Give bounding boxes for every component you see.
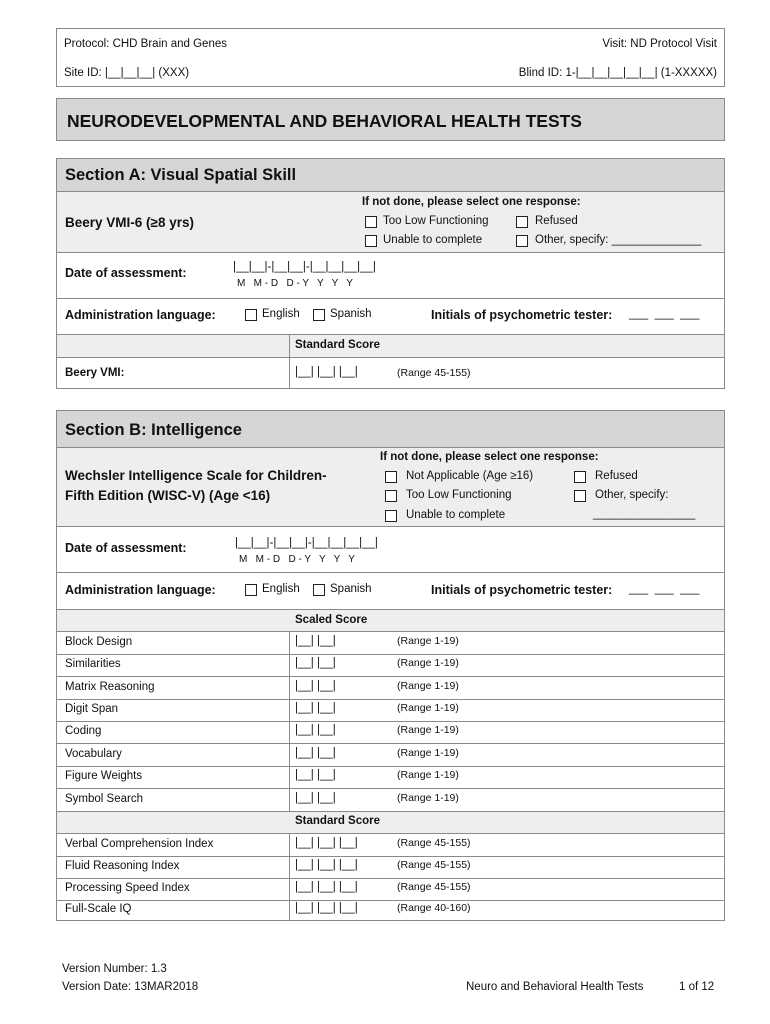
index-name: Fluid Reasoning Index (65, 860, 180, 872)
index-range: (Range 45-155) (397, 881, 471, 893)
unable-label-b: Unable to complete (406, 509, 506, 521)
subtest-score-field[interactable]: |__| |__| (295, 747, 336, 759)
not-done-prompt-b: If not done, please select one response: (380, 451, 599, 463)
refused-label-b: Refused (595, 470, 638, 482)
index-score-row (57, 834, 724, 856)
protocol-header (56, 28, 725, 87)
section-a-heading: Section A: Visual Spatial Skill (65, 166, 297, 184)
index-score-row (57, 878, 724, 900)
index-range: (Range 40-160) (397, 902, 471, 914)
english-checkbox-b[interactable] (245, 584, 257, 596)
beery-test-name: Beery VMI-6 (≥8 yrs) (65, 215, 194, 230)
other-specify-field-b[interactable]: ________________ (593, 508, 696, 520)
subtest-score-field[interactable]: |__| |__| (295, 724, 336, 736)
initials-label-a: Initials of psychometric tester: (431, 308, 613, 322)
index-name: Verbal Comprehension Index (65, 838, 214, 850)
subtest-range: (Range 1-19) (397, 724, 459, 736)
page-title: NEURODEVELOPMENTAL AND BEHAVIORAL HEALTH TESTS (67, 111, 582, 131)
subtest-name: Digit Span (65, 703, 119, 715)
index-name: Full-Scale IQ (65, 903, 132, 915)
subtest-range: (Range 1-19) (397, 702, 459, 714)
lang-label-b: Administration language: (65, 583, 216, 597)
version-date: Version Date: 13MAR2018 (62, 981, 199, 993)
other-label-a[interactable]: Other, specify: ______________ (535, 234, 702, 246)
subtest-name: Block Design (65, 636, 133, 648)
lang-label-a: Administration language: (65, 308, 216, 322)
index-score-field[interactable]: |__| |__| |__| (295, 837, 358, 849)
blind-id-field[interactable]: Blind ID: 1-|__|__|__|__|__| (1-XXXXX) (518, 67, 717, 79)
beery-vmi-range: (Range 45-155) (397, 367, 471, 379)
date-label-b: Date of assessment: (65, 541, 187, 555)
scaled-score-row (57, 677, 724, 699)
unable-checkbox-b[interactable] (385, 510, 397, 522)
refused-checkbox-a[interactable] (516, 216, 528, 228)
refused-checkbox-b[interactable] (574, 471, 586, 483)
subtest-range: (Range 1-19) (397, 657, 459, 669)
subtest-range: (Range 1-19) (397, 792, 459, 804)
spanish-checkbox-a[interactable] (313, 309, 325, 321)
other-checkbox-a[interactable] (516, 235, 528, 247)
beery-vmi-row-label: Beery VMI: (65, 367, 125, 379)
section-b-heading: Section B: Intelligence (65, 421, 242, 439)
version-number: Version Number: 1.3 (62, 963, 167, 975)
index-score-row (57, 856, 724, 878)
unable-label-a: Unable to complete (383, 234, 483, 246)
date-format-a: M M - D D - Y Y Y Y (237, 278, 353, 289)
subtest-name: Matrix Reasoning (65, 681, 155, 693)
not-done-prompt-a: If not done, please select one response: (362, 196, 581, 208)
english-label-a: English (262, 308, 300, 320)
initials-label-b: Initials of psychometric tester: (431, 583, 613, 597)
not-applicable-label-b: Not Applicable (Age ≥16) (406, 470, 534, 482)
page-title-bar (56, 98, 725, 141)
too-low-label-a: Too Low Functioning (383, 215, 489, 227)
scaled-score-row (57, 632, 724, 654)
scaled-score-row (57, 789, 724, 811)
subtest-name: Symbol Search (65, 793, 143, 805)
scaled-score-row (57, 766, 724, 788)
index-score-field[interactable]: |__| |__| |__| (295, 859, 358, 871)
too-low-checkbox-a[interactable] (365, 216, 377, 228)
subtest-score-field[interactable]: |__| |__| (295, 792, 336, 804)
scaled-score-row (57, 699, 724, 721)
standard-score-header-row-a (57, 335, 724, 357)
wisc-test-name-line1: Wechsler Intelligence Scale for Children- (65, 468, 327, 483)
index-score-field[interactable]: |__| |__| |__| (295, 881, 358, 893)
too-low-label-b: Too Low Functioning (406, 489, 512, 501)
protocol-label: Protocol: CHD Brain and Genes (64, 38, 227, 50)
spanish-label-b: Spanish (330, 583, 372, 595)
page-number: 1 of 12 (679, 981, 715, 993)
refused-label-a: Refused (535, 215, 578, 227)
scaled-score-row (57, 654, 724, 676)
scaled-score-row (57, 744, 724, 766)
scaled-score-header-row (57, 610, 724, 631)
standard-score-header-a: Standard Score (295, 339, 380, 351)
subtest-range: (Range 1-19) (397, 635, 459, 647)
site-id-field[interactable]: Site ID: |__|__|__| (XXX) (64, 67, 190, 79)
index-score-row (57, 900, 724, 920)
subtest-range: (Range 1-19) (397, 680, 459, 692)
subtest-range: (Range 1-19) (397, 747, 459, 759)
initials-field-b[interactable]: ___ ___ ___ (629, 583, 700, 595)
other-checkbox-b[interactable] (574, 490, 586, 502)
section-b (56, 410, 725, 921)
subtest-score-field[interactable]: |__| |__| (295, 769, 336, 781)
subtest-score-field[interactable]: |__| |__| (295, 657, 336, 669)
index-range: (Range 45-155) (397, 837, 471, 849)
section-a (56, 158, 725, 389)
scaled-score-row (57, 721, 724, 743)
unable-checkbox-a[interactable] (365, 235, 377, 247)
english-checkbox-a[interactable] (245, 309, 257, 321)
subtest-score-field[interactable]: |__| |__| (295, 702, 336, 714)
beery-vmi-score-field[interactable]: |__| |__| |__| (295, 366, 358, 378)
subtest-name: Coding (65, 725, 102, 737)
spanish-label-a: Spanish (330, 308, 372, 320)
spanish-checkbox-b[interactable] (313, 584, 325, 596)
index-name: Processing Speed Index (65, 882, 190, 894)
date-field-a[interactable]: |__|__|-|__|__|-|__|__|__|__| (233, 261, 376, 273)
wisc-test-name-line2: Fifth Edition (WISC-V) (Age <16) (65, 488, 271, 503)
initials-field-a[interactable]: ___ ___ ___ (629, 308, 700, 320)
standard-score-header-b: Standard Score (295, 815, 380, 827)
index-score-field[interactable]: |__| |__| |__| (295, 902, 358, 914)
subtest-range: (Range 1-19) (397, 769, 459, 781)
subtest-score-field[interactable]: |__| |__| (295, 680, 336, 692)
english-label-b: English (262, 583, 300, 595)
date-format-b: M M - D D - Y Y Y Y (239, 554, 355, 565)
scaled-score-header: Scaled Score (295, 614, 368, 626)
subtest-name: Similarities (65, 658, 121, 670)
footer-doc-name: Neuro and Behavioral Health Tests (466, 981, 644, 993)
index-range: (Range 45-155) (397, 859, 471, 871)
date-field-b[interactable]: |__|__|-|__|__|-|__|__|__|__| (235, 537, 378, 549)
too-low-checkbox-b[interactable] (385, 490, 397, 502)
visit-label: Visit: ND Protocol Visit (602, 38, 717, 50)
subtest-score-field[interactable]: |__| |__| (295, 635, 336, 647)
date-label-a: Date of assessment: (65, 266, 187, 280)
subtest-name: Figure Weights (65, 770, 143, 782)
not-applicable-checkbox-b[interactable] (385, 471, 397, 483)
standard-score-header-row-b (57, 812, 724, 833)
subtest-name: Vocabulary (65, 748, 122, 760)
other-label-b: Other, specify: (595, 489, 669, 501)
